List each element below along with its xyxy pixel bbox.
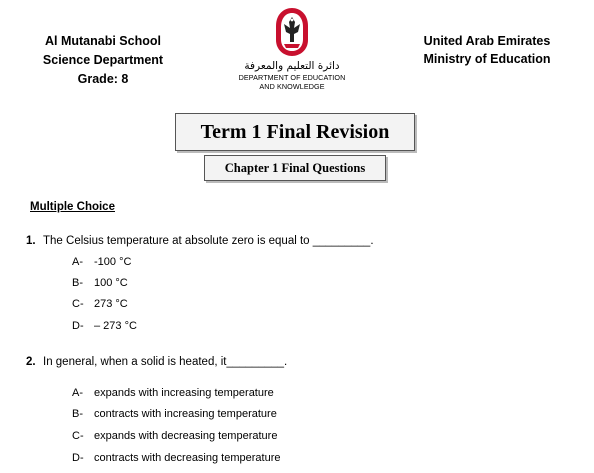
adek-logo <box>222 6 362 91</box>
option-text: expands with decreasing temperature <box>94 430 278 442</box>
section-title: Multiple Choice <box>30 201 115 213</box>
option-text: expands with increasing temperature <box>94 387 274 399</box>
option-letter: A- <box>72 256 83 268</box>
logo-english-line2: AND KNOWLEDGE <box>259 82 325 91</box>
question-text: In general, when a solid is heated, it_________. <box>43 356 288 368</box>
grade-label: Grade: 8 <box>77 72 129 86</box>
option-letter: B- <box>72 408 83 420</box>
page-title: Term 1 Final Revision <box>175 113 415 151</box>
option-letter: C- <box>72 298 84 310</box>
school-name: Al Mutanabi School <box>45 34 161 48</box>
logo-english-line1: DEPARTMENT OF EDUCATION <box>238 73 346 82</box>
option-text: 100 °C <box>94 277 128 289</box>
question-text: The Celsius temperature at absolute zero is equal to _________. <box>43 235 374 247</box>
option-letter: D- <box>72 320 84 332</box>
ministry-info <box>412 32 562 68</box>
option-letter: A- <box>72 387 83 399</box>
option-letter: C- <box>72 430 84 442</box>
option-letter: D- <box>72 452 84 464</box>
department-name: Science Department <box>42 53 164 67</box>
ministry-name: Ministry of Education <box>423 52 551 66</box>
question-2-option-d <box>72 452 280 464</box>
question-1-option-c <box>72 298 128 310</box>
school-info <box>28 32 178 89</box>
falcon-emblem-icon <box>270 6 314 58</box>
question-1-option-d <box>72 320 137 332</box>
question-1 <box>26 235 374 247</box>
question-1-option-b <box>72 277 128 289</box>
option-text: contracts with decreasing temperature <box>94 452 281 464</box>
option-text: 273 °C <box>94 298 128 310</box>
country-name: United Arab Emirates <box>423 34 551 48</box>
option-letter: B- <box>72 277 83 289</box>
page-subtitle: Chapter 1 Final Questions <box>204 155 386 181</box>
logo-arabic-text: دائرة التعليم والمعرفة <box>244 60 340 72</box>
option-text: – 273 °C <box>94 320 137 332</box>
question-2-option-a <box>72 387 274 399</box>
option-text: -100 °C <box>94 256 132 268</box>
question-number: 1. <box>26 235 36 247</box>
question-2-option-c <box>72 430 277 442</box>
question-1-option-a <box>72 256 131 268</box>
question-number: 2. <box>26 356 36 368</box>
option-text: contracts with increasing temperature <box>94 408 277 420</box>
question-2 <box>26 356 287 368</box>
question-2-option-b <box>72 408 277 420</box>
